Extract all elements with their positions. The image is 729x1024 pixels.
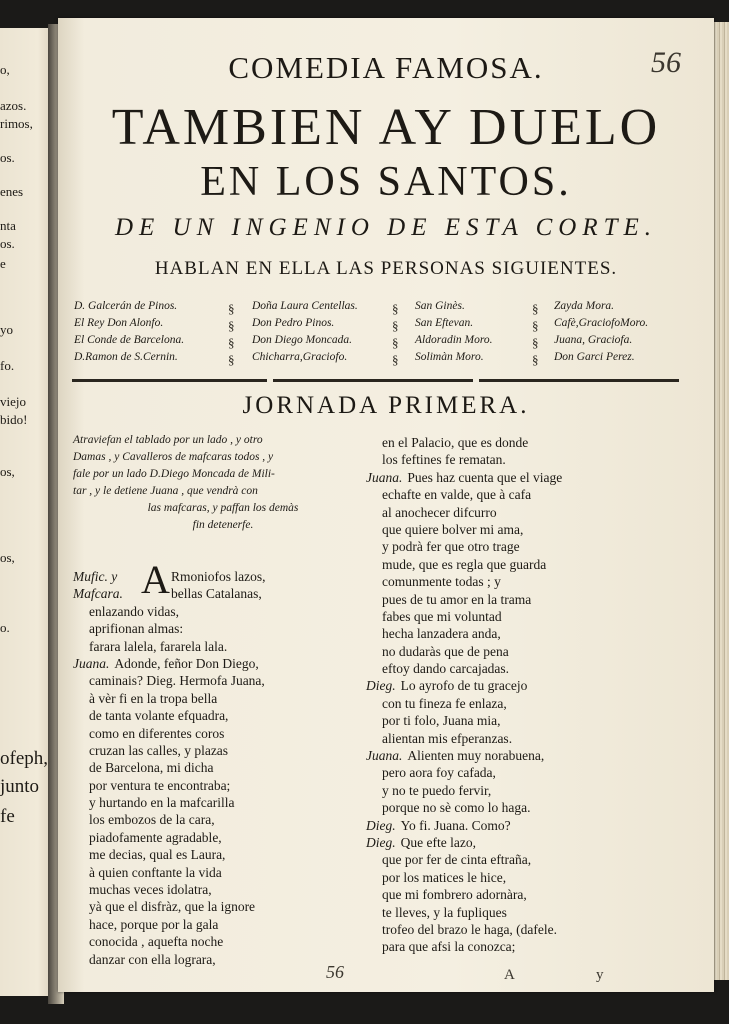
cast-name: Chicharra,Graciofo. (252, 351, 348, 363)
verse-line (366, 799, 706, 816)
cast-name: San Ginès. (415, 300, 465, 312)
verse-line (366, 730, 706, 747)
verse-line (73, 846, 373, 863)
verse-line (366, 677, 706, 694)
left-page-text-fragment: fe (0, 806, 15, 827)
verse-line (366, 660, 706, 677)
signature-mark: A (504, 967, 515, 983)
cast-name: Don Diego Moncada. (252, 334, 352, 346)
cast-name: D.Ramon de S.Cernin. (74, 351, 178, 363)
verse-line (366, 904, 706, 921)
verse-line (73, 620, 373, 637)
verse-line (366, 608, 706, 625)
verse-line (366, 712, 706, 729)
verse-line (366, 817, 706, 834)
verse-text: Que efte lazo, (400, 834, 476, 850)
cast-name: San Eftevan. (415, 317, 474, 329)
left-page-text-fragment: o. (0, 620, 10, 635)
verse-text: te lleves, y la fupliques (382, 904, 507, 920)
left-page-text-fragment: yo (0, 322, 13, 337)
verse-text: farara lalela, fararela lala. (89, 638, 228, 654)
speaker-label: Dieg. (366, 834, 396, 850)
verse-text: Adonde, feñor Don Diego, (114, 655, 259, 671)
verse-text: que por fer de cinta eftraña, (382, 852, 532, 868)
title-line-1: TAMBIEN AY DUELO (111, 99, 661, 156)
verse-text: mude, que es regla que guarda (382, 556, 547, 572)
verse-line (366, 434, 706, 451)
verse-text: echafte en valde, que à cafa (382, 487, 532, 503)
speaker-label: Dieg. (366, 678, 396, 694)
stage-direction-line: Damas , y Cavalleros de mafcaras todos , y (73, 451, 274, 463)
left-page-text-fragment: nta (0, 218, 16, 233)
catchword: y (596, 967, 604, 983)
verse-text: aprifionan almas: (89, 621, 184, 637)
verse-text: yà que el disfràz, que la ignore (89, 899, 256, 915)
ornamental-rule (479, 379, 679, 382)
verse-line (73, 707, 373, 724)
dramatis-heading: HABLAN EN ELLA LAS PERSONAS SIGUIENTES. (154, 258, 618, 279)
verse-text: los feftines fe rematan. (382, 452, 506, 468)
verse-text: conocida , aquefta noche (89, 934, 224, 950)
verse-block-left (73, 557, 373, 968)
verse-text: muchas veces idolatra, (89, 882, 212, 898)
speaker-label: Juana. (366, 469, 403, 485)
verse-text: Lo ayrofo de tu gracejo (400, 678, 528, 694)
left-page-text-fragment: rimos, (0, 116, 33, 131)
verse-text: los embozos de la cara, (89, 812, 215, 828)
verse-text: pues de tu amor en la trama (382, 591, 532, 607)
verse-line (366, 834, 706, 851)
left-page-text-fragment: e (0, 256, 6, 271)
cast-column-1 (74, 298, 184, 366)
verse-text: hace, porque por la gala (89, 916, 219, 932)
cast-name: Don Pedro Pinos. (252, 317, 335, 329)
verse-text: al anochecer difcurro (382, 504, 497, 520)
verse-line (73, 655, 373, 672)
speaker-label: Mafcara. (73, 586, 123, 602)
verse-line (73, 829, 373, 846)
verse-text: que mi fombrero adornàra, (382, 887, 527, 903)
verse-line (366, 556, 706, 573)
verse-line (366, 538, 706, 555)
left-page-text-fragment: junto (0, 776, 40, 797)
verse-line (366, 782, 706, 799)
stage-direction-line: fale por un lado D.Diego Moncada de Mili- (73, 468, 275, 480)
verse-line (73, 777, 373, 794)
verse-text: comunmente todas ; y (382, 574, 501, 590)
verse-line (73, 811, 373, 828)
left-page-text-fragment: viejo (0, 394, 26, 409)
author-line: DE UN INGENIO DE ESTA CORTE. (114, 214, 658, 241)
verse-line (366, 469, 706, 486)
verse-line (366, 747, 706, 764)
left-text-column (73, 432, 373, 968)
left-facing-page (0, 28, 54, 996)
bottom-folio-handwritten: 56 (326, 962, 344, 982)
cast-column-4 (554, 298, 648, 366)
comedia-heading: COMEDIA FAMOSA. (228, 50, 544, 85)
verse-text: porque no sè como lo haga. (382, 800, 531, 816)
stage-direction (73, 432, 373, 534)
left-page-text-fragment: azos. (0, 98, 27, 113)
verse-text: me decias, qual es Laura, (89, 847, 226, 863)
verse-line (366, 573, 706, 590)
verse-line (73, 742, 373, 759)
main-page (58, 18, 714, 992)
verse-line (366, 521, 706, 538)
verse-line (73, 916, 373, 933)
left-page-text-fragment: bido! (0, 412, 28, 427)
verse-line (366, 486, 706, 503)
verse-text: y podrà fer que otro trage (382, 539, 520, 555)
stage-direction-line: las mafcaras, y paffan los demàs (147, 502, 299, 514)
verse-text: eftoy dando carcajadas. (382, 661, 510, 677)
stage-direction-line: tar , y le detiene Juana , que vendrà con (73, 485, 258, 497)
verse-text: bellas Catalanas, (171, 586, 262, 602)
cast-separator: § § § § (392, 301, 399, 367)
verse-text: enlazando vidas, (89, 603, 179, 619)
cast-name: Don Garci Perez. (554, 351, 635, 363)
verse-text: por ventura te encontraba; (89, 777, 231, 793)
verse-text: por ti folo, Juana mia, (382, 713, 501, 729)
verse-text: no dudaràs que de pena (382, 643, 509, 659)
verse-line (73, 725, 373, 742)
speaker-label: Juana. (73, 655, 110, 671)
verse-text: trofeo del brazo le haga, (dafele. (382, 921, 558, 937)
left-page-text-fragment: fo. (0, 358, 15, 373)
left-page-text-fragment: os, (0, 550, 15, 565)
verse-text: piadofamente agradable, (89, 829, 222, 845)
verse-line (366, 451, 706, 468)
cast-name: El Conde de Barcelona. (74, 334, 185, 346)
verse-line (366, 625, 706, 642)
verse-block-right (366, 434, 706, 956)
verse-text: à vèr fi en la tropa bella (89, 690, 218, 706)
verse-line (366, 851, 706, 868)
cast-name: El Rey Don Alonfo. (74, 317, 164, 329)
speaker-label: Juana. (366, 748, 403, 764)
cast-name: Doña Laura Centellas. (252, 300, 358, 312)
verse-line (73, 672, 373, 689)
verse-line (73, 881, 373, 898)
verse-text: à quien conftante la vida (89, 864, 222, 880)
ornamental-rule (273, 379, 473, 382)
verse-line (366, 643, 706, 660)
verse-line (366, 869, 706, 886)
speaker-label: Dieg. (366, 817, 396, 833)
verse-text: por los matices le hice, (382, 869, 507, 885)
verse-text: cruzan las calles, y plazas (89, 742, 229, 758)
title-line-2: EN LOS SANTOS. (200, 159, 572, 205)
verse-line (73, 603, 373, 620)
verse-text: y hurtando en la mafcarilla (89, 795, 235, 811)
verse-text: de tanta volante efquadra, (89, 708, 229, 724)
verse-text: en el Palacio, que es donde (382, 435, 529, 450)
page-edges (712, 22, 729, 980)
act-heading: JORNADA PRIMERA. (242, 392, 530, 419)
verse-text: de Barcelona, mi dicha (89, 760, 214, 776)
verse-line (366, 591, 706, 608)
cast-column-2 (252, 298, 358, 366)
verse-line (73, 759, 373, 776)
page-number-handwritten: 56 (651, 46, 681, 79)
verse-text: y no te puedo fervir, (382, 782, 492, 798)
verse-line (73, 638, 373, 655)
verse-text: para que afsi la conozca; (382, 939, 516, 955)
verse-text: como en diferentes coros (89, 725, 225, 741)
cast-name: Cafè,GraciofoMoro. (554, 317, 649, 329)
left-page-text-fragment: enes (0, 184, 24, 199)
verse-line (366, 938, 706, 955)
right-text-column (366, 432, 706, 956)
verse-line (73, 898, 373, 915)
cast-name: Juana, Graciofa. (554, 334, 633, 346)
verse-line (73, 690, 373, 707)
verse-line (366, 921, 706, 938)
verse-text: danzar con ella lograra, (89, 951, 216, 967)
verse-text: hecha lanzadera anda, (382, 626, 501, 642)
verse-text: que quiere bolver mi ama, (382, 521, 524, 537)
drop-capital: A (141, 557, 170, 602)
cast-column-3 (415, 298, 493, 366)
verse-text: caminais? Dieg. Hermofa Juana, (89, 673, 265, 689)
cast-name: Zayda Mora. (554, 300, 615, 312)
cast-separator: § § § § (532, 301, 539, 367)
verse-line (73, 585, 373, 602)
left-page-text-fragment: os. (0, 236, 15, 251)
verse-line (366, 504, 706, 521)
left-page-text-fragment: o, (0, 62, 10, 77)
left-page-text-fragment: os. (0, 150, 15, 165)
verse-line (366, 695, 706, 712)
stage-direction-line: Atraviefan el tablado por un lado , y otro (73, 434, 263, 446)
verse-text: con tu fineza fe enlaza, (382, 695, 507, 711)
cast-name: Aldoradin Moro. (415, 334, 493, 346)
stage-direction-line: fin detenerfe. (192, 519, 254, 531)
verse-line (73, 864, 373, 881)
verse-line (73, 794, 373, 811)
verse-text: Pues haz cuenta que el viage (407, 469, 563, 485)
verse-text: alientan mis efperanzas. (382, 730, 513, 746)
verse-text: Rmoniofos lazos, (171, 569, 266, 584)
cast-name: D. Galcerán de Pinos. (74, 300, 178, 312)
cast-name: Solimàn Moro. (415, 351, 484, 363)
verse-line (366, 764, 706, 781)
verse-text: Alienten muy norabuena, (407, 748, 545, 764)
verse-text: Yo fi. Juana. Como? (400, 817, 511, 833)
verse-line (366, 886, 706, 903)
verse-text: pero aora foy cafada, (382, 765, 496, 781)
verse-text: fabes que mi voluntad (382, 608, 502, 624)
verse-line (73, 933, 373, 950)
verse-line (73, 568, 373, 585)
cast-separator: § § § § (228, 301, 235, 367)
speaker-label: Mufic. y (73, 569, 118, 584)
ornamental-rule (72, 379, 267, 382)
left-page-text-fragment: ofeph, (0, 748, 49, 769)
left-page-text-fragment: os, (0, 464, 15, 479)
